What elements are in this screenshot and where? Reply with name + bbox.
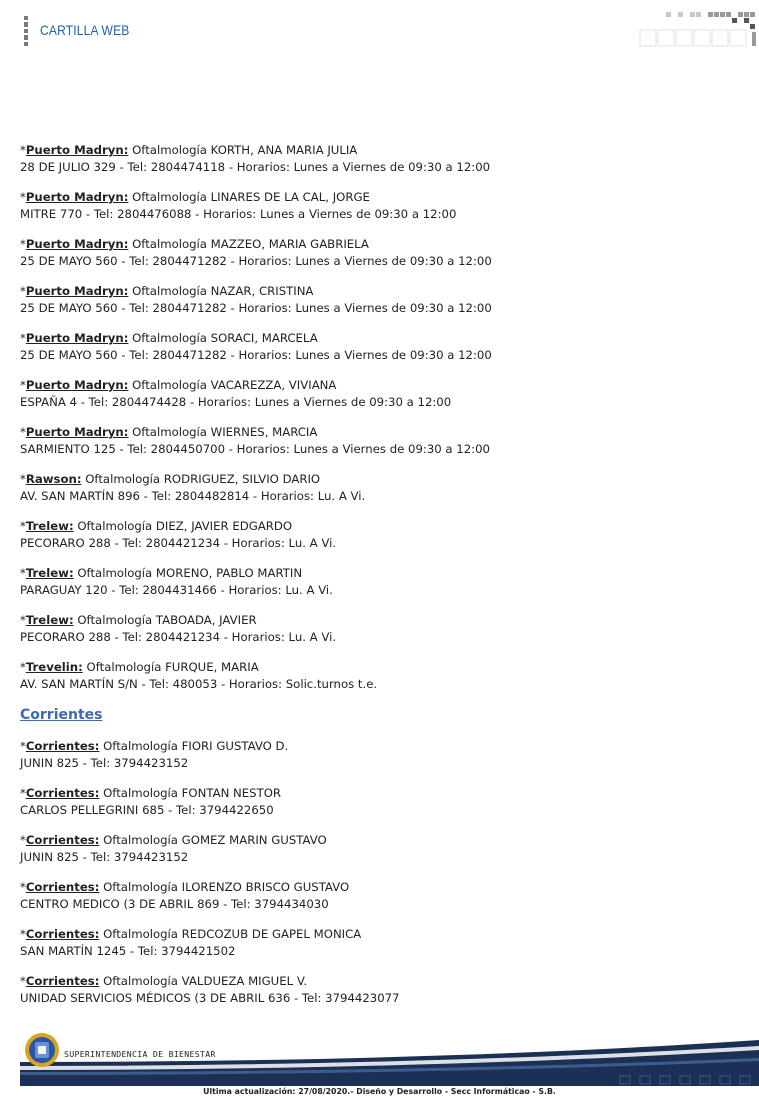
- provider-entry: [20, 926, 740, 960]
- bullet-asterisk: *: [20, 613, 26, 627]
- provider-address: AV. SAN MARTÍN 896 - Tel: 2804482814 - Horarios: Lu. A Vi.: [20, 489, 366, 503]
- bullet-asterisk: *: [20, 927, 26, 941]
- city-label: Trevelin:: [25, 660, 83, 674]
- provider-entry: [20, 565, 740, 599]
- bullet-asterisk: *: [20, 519, 26, 533]
- last-update-note: Ultima actualización: 27/08/2020.- Diseño y Desarrollo - Secc Informáticao - S.B.: [203, 1087, 556, 1096]
- provider-address: SARMIENTO 125 - Tel: 2804450700 - Horarios: Lunes a Viernes de 09:30 a 12:00: [20, 442, 490, 456]
- city-label: Corrientes:: [25, 927, 100, 941]
- header-accent-bar: [24, 16, 28, 46]
- provider-name: Oftalmología RODRIGUEZ, SILVIO DARIO: [85, 472, 321, 486]
- provider-address: JUNIN 825 - Tel: 3794423152: [20, 756, 189, 770]
- bullet-asterisk: *: [20, 739, 26, 753]
- bullet-asterisk: *: [20, 472, 26, 486]
- provider-name: Oftalmología LINARES DE LA CAL, JORGE: [132, 190, 370, 204]
- provider-entry: [20, 236, 740, 270]
- provider-address: CARLOS PELLEGRINI 685 - Tel: 3794422650: [20, 803, 274, 817]
- city-label: Corrientes:: [25, 833, 100, 847]
- bullet-asterisk: *: [20, 378, 26, 392]
- provider-address: PECORARO 288 - Tel: 2804421234 - Horarios: Lu. A Vi.: [20, 630, 337, 644]
- provider-name: Oftalmología FIORI GUSTAVO D.: [103, 739, 289, 753]
- provider-entry: [20, 973, 740, 1007]
- city-label: Puerto Madryn:: [25, 143, 129, 157]
- bullet-asterisk: *: [20, 566, 26, 580]
- bullet-asterisk: *: [20, 284, 26, 298]
- bullet-asterisk: *: [20, 425, 26, 439]
- bullet-asterisk: *: [20, 237, 26, 251]
- provider-name: Oftalmología VALDUEZA MIGUEL V.: [103, 974, 308, 988]
- city-label: Puerto Madryn:: [25, 190, 129, 204]
- city-label: Corrientes:: [25, 880, 100, 894]
- provider-name: Oftalmología TABOADA, JAVIER: [77, 613, 257, 627]
- provider-address: SAN MARTÍN 1245 - Tel: 3794421502: [20, 944, 236, 958]
- section-corrientes: [20, 738, 740, 1007]
- bullet-asterisk: *: [20, 190, 26, 204]
- provider-entry: [20, 832, 740, 866]
- provider-entry: [20, 471, 740, 505]
- city-label: Trelew:: [25, 613, 74, 627]
- bullet-asterisk: *: [20, 833, 26, 847]
- city-label: Trelew:: [25, 519, 74, 533]
- provider-address: ESPAÑA 4 - Tel: 2804474428 - Horarios: Lunes a Viernes de 09:30 a 12:00: [20, 395, 452, 409]
- provider-name: Oftalmología REDCOZUB DE GAPEL MONICA: [103, 927, 362, 941]
- bullet-asterisk: *: [20, 786, 26, 800]
- provider-address: 28 DE JULIO 329 - Tel: 2804474118 - Horarios: Lunes a Viernes de 09:30 a 12:00: [20, 160, 491, 174]
- city-label: Corrientes:: [25, 786, 100, 800]
- page-title: CARTILLA WEB: [40, 22, 130, 38]
- provider-name: Oftalmología ILORENZO BRISCO GUSTAVO: [103, 880, 350, 894]
- provider-entry: [20, 189, 740, 223]
- provider-address: UNIDAD SERVICIOS MÉDICOS (3 DE ABRIL 636 - Tel: 3794423077: [20, 991, 400, 1005]
- provider-name: Oftalmología SORACI, MARCELA: [132, 331, 318, 345]
- provider-address: 25 DE MAYO 560 - Tel: 2804471282 - Horarios: Lunes a Viernes de 09:30 a 12:00: [20, 254, 492, 268]
- provider-name: Oftalmología WIERNES, MARCIA: [132, 425, 318, 439]
- provider-entry: [20, 879, 740, 913]
- city-label: Corrientes:: [25, 739, 100, 753]
- city-label: Puerto Madryn:: [25, 331, 129, 345]
- provider-address: JUNIN 825 - Tel: 3794423152: [20, 850, 189, 864]
- city-label: Puerto Madryn:: [25, 425, 129, 439]
- provider-name: Oftalmología FURQUE, MARIA: [86, 660, 259, 674]
- provider-entry: [20, 142, 740, 176]
- provider-address: PARAGUAY 120 - Tel: 2804431466 - Horarios: Lu. A Vi.: [20, 583, 333, 597]
- provider-name: Oftalmología GOMEZ MARIN GUSTAVO: [103, 833, 327, 847]
- pixel-grid-logo: [632, 10, 759, 48]
- provider-name: Oftalmología MAZZEO, MARIA GABRIELA: [132, 237, 369, 251]
- provider-address: 25 DE MAYO 560 - Tel: 2804471282 - Horarios: Lunes a Viernes de 09:30 a 12:00: [20, 348, 492, 362]
- bullet-asterisk: *: [20, 974, 26, 988]
- city-label: Rawson:: [25, 472, 82, 486]
- bullet-asterisk: *: [20, 660, 26, 674]
- bullet-asterisk: *: [20, 880, 26, 894]
- provider-entry: [20, 738, 740, 772]
- provider-name: Oftalmología MORENO, PABLO MARTIN: [77, 566, 303, 580]
- provider-listing: [20, 142, 740, 1020]
- provider-address: MITRE 770 - Tel: 2804476088 - Horarios: Lunes a Viernes de 09:30 a 12:00: [20, 207, 457, 221]
- provider-address: 25 DE MAYO 560 - Tel: 2804471282 - Horarios: Lunes a Viernes de 09:30 a 12:00: [20, 301, 492, 315]
- provider-entry: [20, 612, 740, 646]
- organization-name: SUPERINTENDENCIA DE BIENESTAR: [64, 1049, 216, 1059]
- provider-name: Oftalmología KORTH, ANA MARIA JULIA: [132, 143, 358, 157]
- provider-entry: [20, 785, 740, 819]
- provider-entry: [20, 377, 740, 411]
- provider-entry: [20, 330, 740, 364]
- city-label: Puerto Madryn:: [25, 378, 129, 392]
- city-label: Trelew:: [25, 566, 74, 580]
- provider-address: CENTRO MEDICO (3 DE ABRIL 869 - Tel: 3794434030: [20, 897, 329, 911]
- section-heading-corrientes: Corrientes: [20, 707, 103, 723]
- provider-address: AV. SAN MARTÍN S/N - Tel: 480053 - Horarios: Solic.turnos t.e.: [20, 677, 378, 691]
- provider-entry: [20, 424, 740, 458]
- provider-name: Oftalmología NAZAR, CRISTINA: [132, 284, 314, 298]
- provider-name: Oftalmología FONTAN NESTOR: [103, 786, 282, 800]
- provider-address: PECORARO 288 - Tel: 2804421234 - Horarios: Lu. A Vi.: [20, 536, 337, 550]
- provider-entry: [20, 659, 740, 693]
- city-label: Puerto Madryn:: [25, 237, 129, 251]
- provider-entry: [20, 283, 740, 317]
- bullet-asterisk: *: [20, 331, 26, 345]
- provider-name: Oftalmología VACAREZZA, VIVIANA: [132, 378, 337, 392]
- institution-seal-icon: [24, 1032, 60, 1068]
- provider-entry: [20, 518, 740, 552]
- footer-banner: [20, 1028, 759, 1088]
- city-label: Corrientes:: [25, 974, 100, 988]
- city-label: Puerto Madryn:: [25, 284, 129, 298]
- bullet-asterisk: *: [20, 143, 26, 157]
- section-chubut: [20, 142, 740, 693]
- provider-name: Oftalmología DIEZ, JAVIER EDGARDO: [77, 519, 293, 533]
